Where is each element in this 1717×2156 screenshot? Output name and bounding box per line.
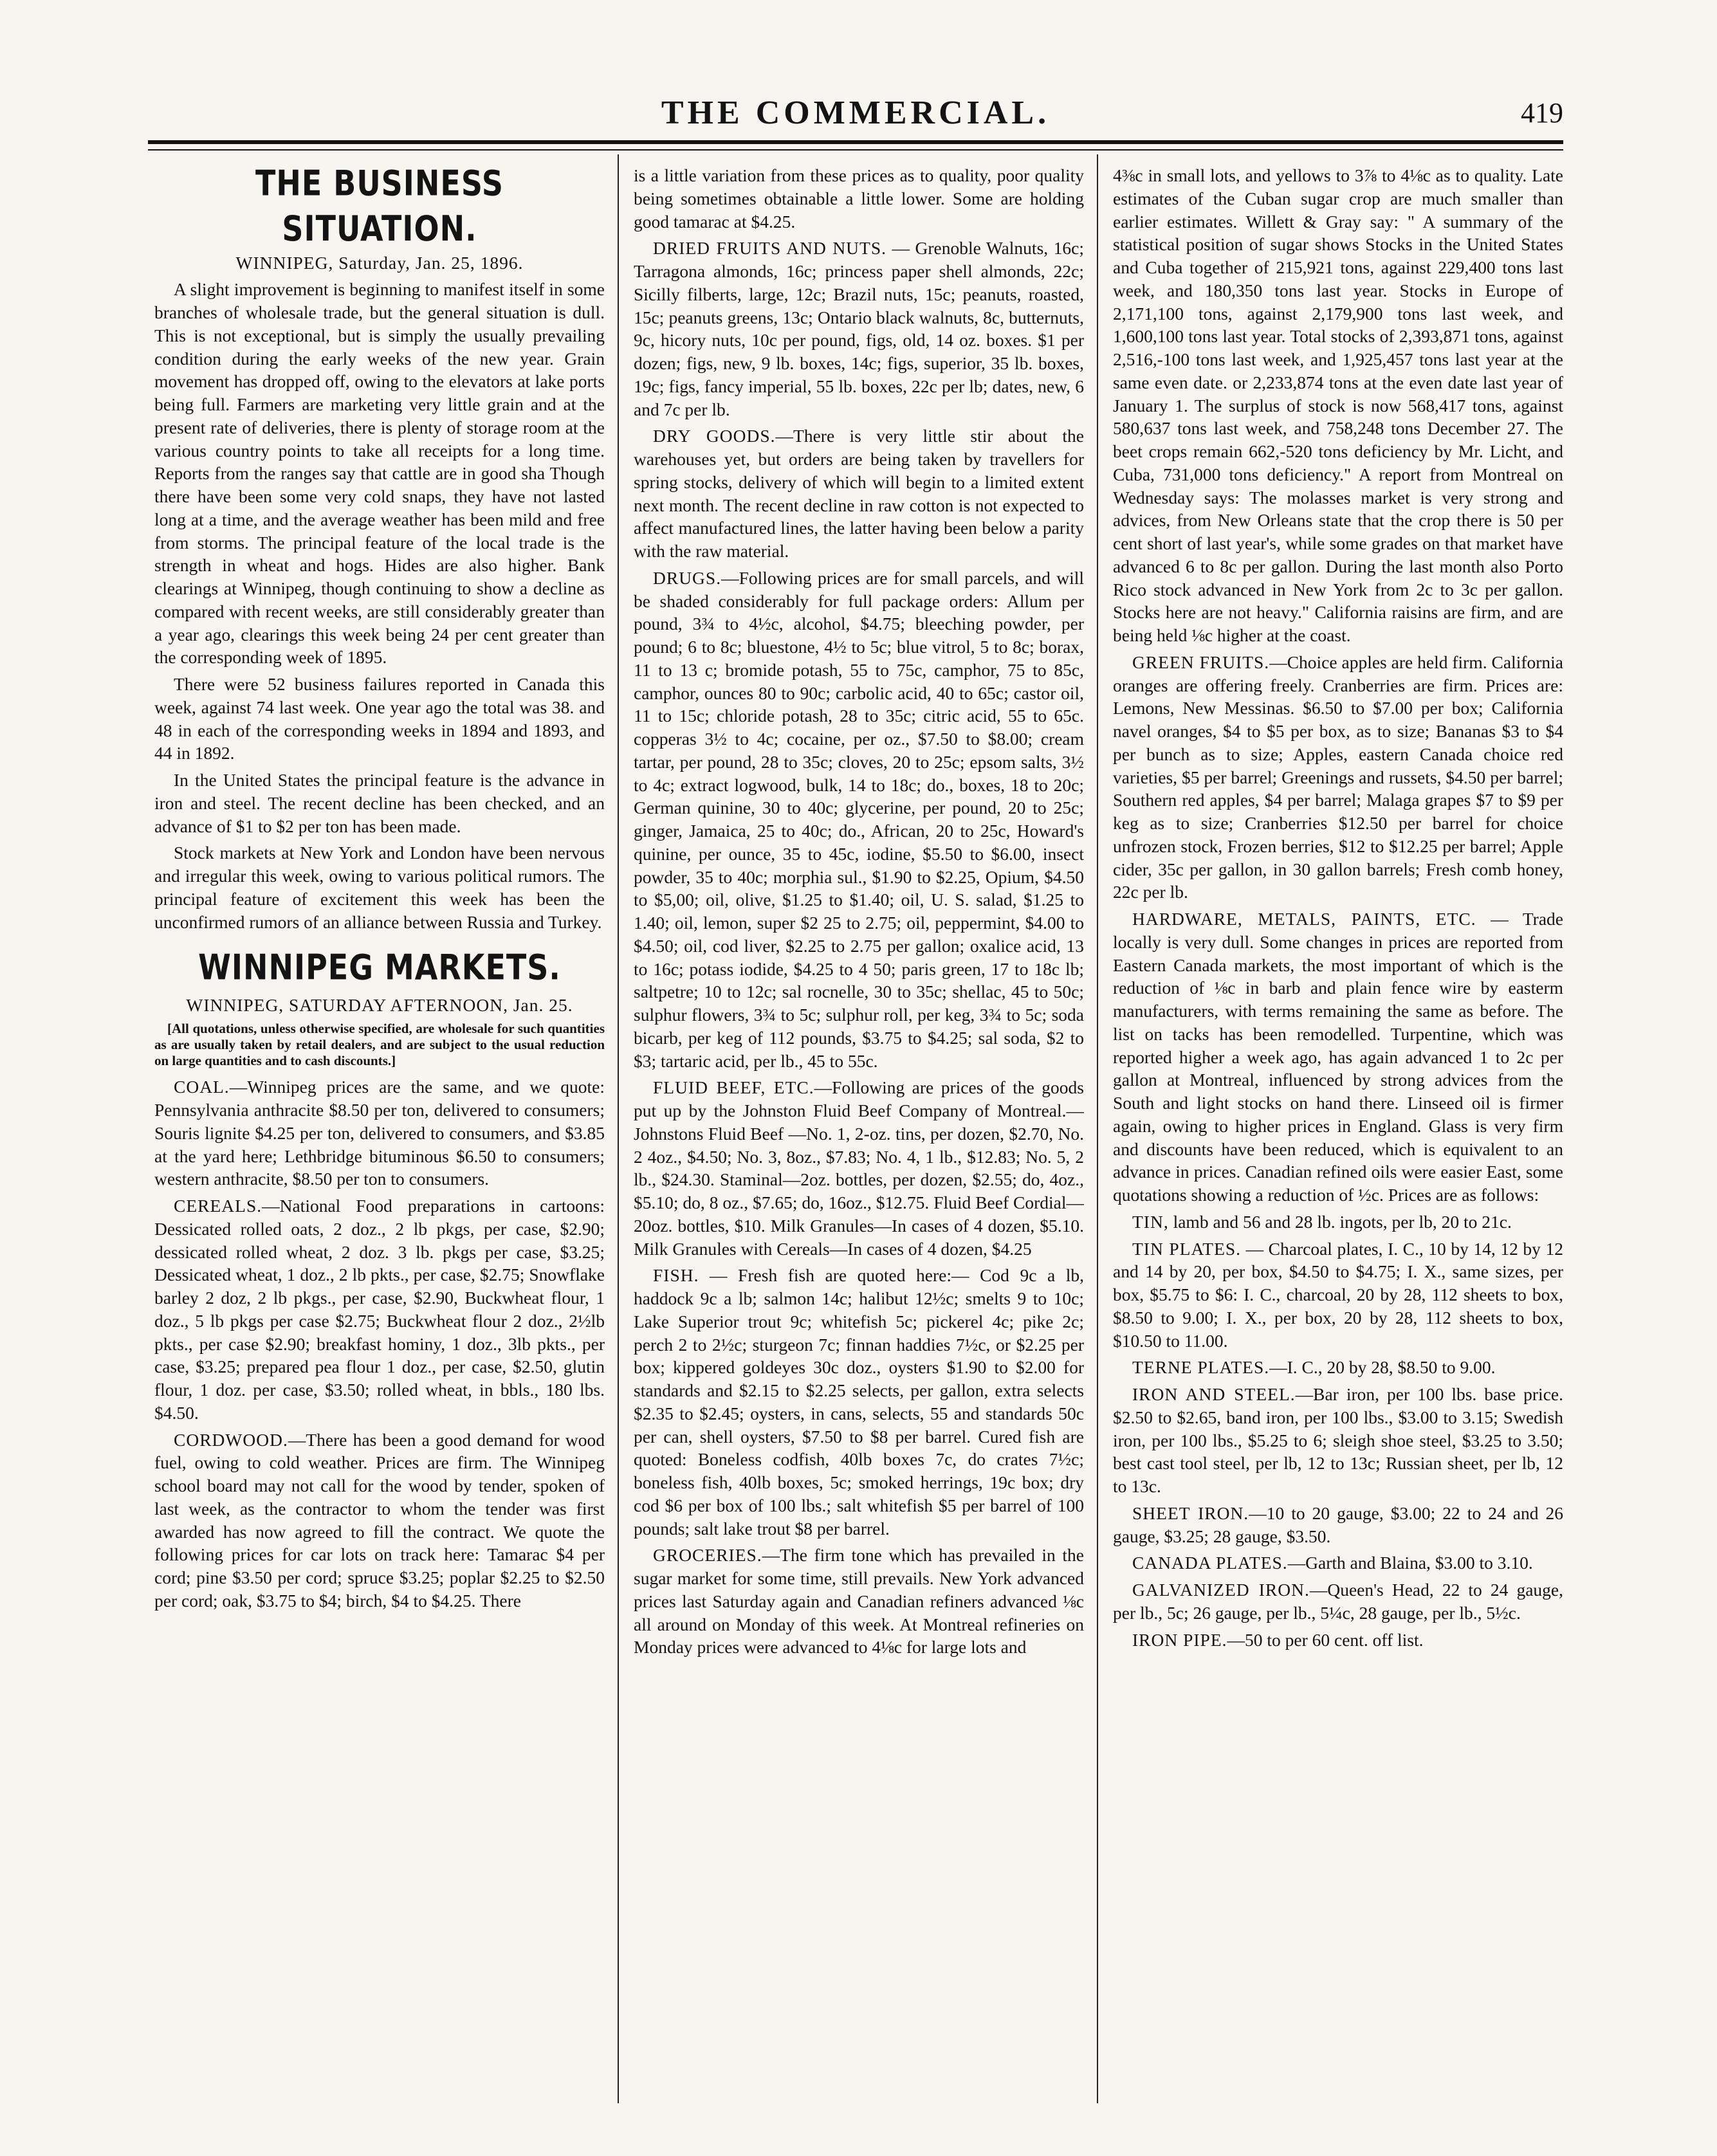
market-entry	[1113, 1578, 1563, 1625]
market-entry-text: —Following prices are for small parcels, and will be shaded considerably for full package orders: Allum per pound, 3¾ to 4½c, alcohol, $4.75; bleeching powder, per pound; 6 to 8c; bluestone, 4½ to 5c; blue vitrol, 5 to 8c; borax, 11 to 13 c; bromide potash, 55 to 75c, camphor, 75 to 85c, camphor, ounces 80 to 90c; carbolic acid, 40 to 65c; castor oil, 11 to 15c; chloride potash, 28 to 35c; citric acid, 55 to 65c. copperas 3½ to 4c; cocaine, per oz., $7.50 to $8.00; cream tartar, per pound, 28 to 35c; cloves, 20 to 25c; epsom salts, 3½ to 4c; extract logwood, bulk, 14 to 18c; do., boxes, 18 to 20c; German quinine, 30 to 40c; glycerine, per pound, 20 to 25c; ginger, Jamaica, 25 to 40c; do., African, 20 to 25c, Howard's quinine, per ounce, 35 to 45c, iodine, $5.50 to $6.00, insect powder, 35 to 40c; morphia sul., $1.90 to $2.25, Opium, $4.50 to $5,00; oil, olive, $1.25 to $1.40; oil, U. S. salad, $1.25 to 1.40; oil, lemon, super $2 25 to 2.75; oil, peppermint, $4.00 to $4.50; oil, cod liver, $2.25 to 2.75 per gallon; oxalice acid, 13 to 16c; potass iodide, $4.25 to 4 50; paris green, 17 to 18c lb; saltpetre; 10 to 12c; sal rocnelle, 30 to 35c; shellac, 45 to 50c; sulphur flowers, 3¾ to 5c; sulphur roll, per keg, 3¾ to 5c; soda bicarb, per keg of 112 pounds, $3.75 to $4.25; sal soda, $2 to $3; tartaric acid, per lb., 45 to 55c.	[634, 567, 1084, 1071]
continued-paragraph: is a little variation from these prices as to quality, poor quality being sometimes obtainable a little lower. Some are holding good tamarac at $4.25.	[634, 165, 1084, 232]
market-entry	[1113, 1551, 1563, 1575]
market-entry	[634, 1264, 1084, 1540]
business-situation-heading: THE BUSINESS SITUATION.	[255, 164, 504, 249]
market-entry-lead: TIN,	[1132, 1211, 1169, 1232]
masthead-rule-thick	[148, 140, 1563, 144]
market-entry-lead: DRUGS.	[653, 567, 722, 588]
market-entry-lead: FISH.	[653, 1265, 699, 1286]
market-entry-lead: FLUID BEEF, ETC.	[653, 1077, 814, 1098]
market-entry-lead: IRON PIPE.	[1132, 1629, 1227, 1650]
market-entry-text: —I. C., 20 by 28, $8.50 to 9.00.	[1269, 1357, 1496, 1378]
market-entry-lead: CEREALS.	[174, 1196, 262, 1216]
market-entry-lead: CORDWOOD.	[174, 1429, 288, 1450]
masthead	[148, 90, 1563, 142]
market-entry	[634, 1544, 1084, 1659]
market-entry	[634, 567, 1084, 1073]
market-entry	[1113, 1238, 1563, 1353]
market-entry-text: —There has been a good demand for wood fuel, owing to cold weather. Prices are firm. The Winnipeg school board may not call for the wood by tender, spoken of last week, as the contractor to whom the tender was first awarded has now agreed to fill the contract. We quote the following prices for car lots on track here: Tamarac $4 per cord; pine $3.50 per cord; spruce $3.25; poplar $2.25 to $2.50 per cord; oak, $3.75 to $4; birch, $4 to $4.25. There	[154, 1429, 605, 1611]
column-divider-2	[1097, 154, 1098, 2103]
newspaper-title: THE COMMERCIAL.	[661, 95, 1051, 131]
market-entry	[1113, 908, 1563, 1207]
market-entry-lead: IRON AND STEEL.	[1132, 1384, 1296, 1404]
market-entry-text: —Winnipeg prices are the same, and we quote: Pennsylvania anthracite $8.50 per ton, delivered to consumers; Souris lignite $4.25 per ton, delivered to consumers, and $3.85 at the yard here; Lethbridge bituminous $6.50 to consumers; western anthracite, $8.50 per ton to consumers.	[154, 1077, 605, 1189]
market-entry-text: lamb and 56 and 28 lb. ingots, per lb, 20 to 21c.	[1168, 1211, 1512, 1232]
market-entry-text: —There is very little stir about the warehouses yet, but orders are being taken by travellers for spring stocks, delivery of which will begin to a limited extent next month. The recent decline in raw cotton is not expected to affect manufactured lines, the latter having been below a parity with the raw material.	[634, 426, 1084, 561]
market-entry-text: —Choice apples are held firm. California oranges are offering freely. Cranberries are firm. Prices are: Lemons, New Messinas. $6.50 to $7.00 per box; California navel oranges, $4 to $5 per box, as to size; Bananas $3 to $4 per bunch as to size; Apples, eastern Canada choice red varieties, $5 per barrel; Greenings and russets, $4.50 per barrel; Southern red apples, $4 per barrel; Malaga grapes $7 to $9 per keg as to size; Cranberries $12.50 per barrel for choice unfrozen stock, Frozen berries, $12 to $12.25 per barrel; Apple cider, 35c per gallon, in 30 gallon barrels; Fresh comb honey, 22c per lb.	[1113, 652, 1563, 902]
market-entry-lead: DRY GOODS.	[653, 426, 776, 446]
market-entry-text: —The firm tone which has prevailed in the sugar market for some time, still prevails. New York advanced prices last Saturday again and Canadian refiners advanced ⅛c all around on Monday of this week. At Montreal refineries on Monday prices were advanced to 4⅛c for large lots and	[634, 1545, 1084, 1658]
quotation-note: [All quotations, unless otherwise specified, are wholesale for such quantities as are usually taken by retail dealers, and are subject to the usual reduction on large quantities and to cash discounts.]	[154, 1020, 605, 1069]
article-paragraph: In the United States the principal feature is the advance in iron and steel. The recent decline has been checked, and an advance of $1 to $2 per ton has been made.	[154, 770, 605, 836]
market-entry	[1113, 1356, 1563, 1379]
article-paragraph: A slight improvement is beginning to manifest itself in some branches of wholesale trade, but the general situation is dull. This is not exceptional, but is simply the usually prevailing condition during the early weeks of the new year. Grain movement has dropped off, owing to the elevators at lake ports being full. Farmers are marketing very little grain and at the present rate of deliveries, there is plenty of storage room at the various country points to take all receipts for a long time. Reports from the ranges say that cattle are in good sha Though there have been some very cold snaps, they have not lasted long at a time, and the average weather has been mild and free from storms. The principal feature of the local trade is the strength in wheat and hogs. Hides are also higher. Bank clearings at Winnipeg, though continuing to show a decline as compared with recent weeks, are still considerably greater than a year ago, clearings this week being 24 per cent greater than the corresponding week of 1895.	[154, 279, 605, 668]
article-paragraph: Stock markets at New York and London have been nervous and irregular this week, owing to various political rumors. The principal feature of excitement this week has been the unconfirmed rumors of an alliance between Russia and Turkey.	[154, 843, 605, 932]
market-entry-lead: TERNE PLATES.	[1132, 1357, 1270, 1378]
page-number: 419	[1521, 97, 1563, 129]
continued-paragraph: 4⅜c in small lots, and yellows to 3⅞ to 4⅛c as to quality. Late estimates of the Cuban sugar crop are much smaller than earlier estimates. Willett & Gray say: " A summary of the statistical position of sugar shows Stocks in the United States and Cuba together of 215,921 tons, against 229,400 tons last week, and 180,350 tons last year. Stocks in Europe of 2,171,100 tons, against 2,179,900 tons last week, and 1,600,100 tons last year. Total stocks of 2,393,871 tons, against 2,516,-100 tons last week, and 1,925,457 tons last year at the same even date. or 2,233,874 tons at the even date last year of January 1. The surplus of stock is now 568,417 tons, against 580,637 tons last week, and 758,248 tons December 27. The beet crops remain 662,-520 tons deficiency by Mr. Licht, and Cuba, 731,000 tons deficiency." A report from Montreal on Wednesday says: The molasses market is very strong and advices, from New Orleans state that the crop there is 50 per cent short of last year's, while some grades on that market have advanced 6 to 8c per gallon. During the last month also Porto Rico stock advanced in New York from 2c to 3c per gallon. Stocks here are not heavy." California raisins are firm, and are being held ⅛c higher at the coast.	[1113, 165, 1563, 645]
market-entry-text: — Fresh fish are quoted here:— Cod 9c a lb, haddock 9c a lb; salmon 14c; halibut 12½c; smelts 9 to 10c; Lake Superior trout 9c; whitefish 5c; pickerel 4c; pike 2c; perch 2 to 2½c; sturgeon 7c; finnan haddies 7½c, or $2.25 per box; kippered goldeyes 30c doz., oysters $1.90 to $2.00 for standards and $2.15 to $2.25 selects, per gallon, extra selects $2.35 to $2.45; oysters, in cans, selects, 55 and standards 50c per can, shell oysters, $7.50 to $8 per barrel. Cured fish are quoted: Boneless codfish, 40lb boxes 7c, do crates 7½c; boneless fish, 40lb boxes, 5c; smoked herrings, 19c box; dry cod $6 per box of 100 lbs.; salt whitefish $5 per barrel of 100 pounds; salt lake trout $8 per barrel.	[634, 1265, 1084, 1539]
market-entry	[1113, 1502, 1563, 1548]
market-entry-lead: HARDWARE, METALS, PAINTS, ETC.	[1132, 909, 1476, 929]
column-2	[634, 164, 1084, 2119]
market-entry	[1113, 1210, 1563, 1234]
market-entry-lead: DRIED FRUITS AND NUTS.	[653, 238, 887, 259]
market-entry	[1113, 1383, 1563, 1498]
market-entry	[634, 1076, 1084, 1260]
market-entry-lead: GREEN FRUITS.	[1132, 652, 1270, 672]
market-entry	[154, 1075, 605, 1191]
winnipeg-markets-dateline: WINNIPEG, SATURDAY AFTERNOON, Jan. 25.	[186, 995, 573, 1016]
market-entry-text: —50 to per 60 cent. off list.	[1227, 1629, 1424, 1650]
column-3	[1113, 164, 1563, 2119]
market-entry	[634, 425, 1084, 563]
market-entry-text: —10 to 20 gauge, $3.00; 22 to 24 and 26 gauge, $3.25; 28 gauge, $3.50.	[1113, 1503, 1563, 1546]
market-entry-lead: GROCERIES.	[653, 1545, 762, 1566]
market-entry	[154, 1429, 605, 1612]
market-entry-text: —National Food preparations in cartoons: Dessicated rolled oats, 2 doz., 2 lb pkgs, per case, $2.90; dessicated rolled wheat, 2 doz. 3 lb. pkgs per case, $3.25; Dessicated wheat, 1 doz., 2 lb pkts., per case, $2.75; Snowflake barley 2 doz, 2 lb pkgs., per case, $2.90, Buckwheat flour, 1 doz., 5 lb pkgs per case $2.75; Buckwheat flour 2 doz., 2½lb pkts., per case $2.90; breakfast hominy, 1 doz., 3lb pkts., per case, $3.25; prepared pea flour 1 doz., per case, $2.50, glutin flour, 1 doz. per case, $3.50; rolled wheat, in bbls., 180 lbs. $4.50.	[154, 1196, 605, 1423]
market-entry-text: —Following are prices of the goods put up by the Johnston Fluid Beef Company of Montreal.—Johnstons Fluid Beef —No. 1, 2-oz. tins, per dozen, $2.70, No. 2 4oz., $4.50; No. 3, 8oz., $7.83; No. 4, 1 lb., $12.83; No. 5, 2 lb., $24.30. Staminal—2oz. bottles, per dozen, $2.55; do, 4oz., $5.10; do, 8 oz., $7.65; do, 16oz., $12.75. Fluid Beef Cordial—20oz. bottles, $10. Milk Granules—In cases of 4 dozen, $5.10. Milk Granules with Cereals—In cases of 4 dozen, $4.25	[634, 1077, 1084, 1259]
market-entry-text: —Bar iron, per 100 lbs. base price. $2.50 to $2.65, band iron, per 100 lbs., $3.00 to 3.15; Swedish iron, per 100 lbs., $5.25 to 6; sleigh shoe steel, $3.25 to 3.50; best cast tool steel, per lb, 12 to 13c; Russian sheet, per lb, 12 to 13c.	[1113, 1384, 1563, 1496]
article-paragraph: There were 52 business failures reported in Canada this week, against 74 last week. One year ago the total was 38. and 48 in each of the corresponding weeks in 1894 and 1893, and 44 in 1892.	[154, 674, 605, 763]
business-situation-dateline: WINNIPEG, Saturday, Jan. 25, 1896.	[235, 252, 524, 273]
market-entry-lead: CANADA PLATES.	[1132, 1553, 1288, 1573]
market-entry	[634, 237, 1084, 421]
market-entry-text: — Trade locally is very dull. Some changes in prices are reported from Eastern Canada markets, the most important of which is the reduction of ⅛c in barb and plain fence wire by easterm manufacturers, with terms remaining the same as before. The list on tacks has been remodelled. Turpentine, which was reported higher a week ago, has again advanced 1 to 2c per gallon at Montreal, influenced by strong advices from the South and light stocks on hand there. Linseed oil is firmer again, owing to higher prices in England. Glass is very firm and discounts have been reduced, which is equivalent to an advance in prices. Canadian refined oils were easier East, some quotations showing a reduction of ½c. Prices are as follows:	[1113, 909, 1563, 1205]
market-entry	[154, 1194, 605, 1425]
column-divider-1	[618, 154, 619, 2103]
market-entry-lead: TIN PLATES.	[1132, 1238, 1242, 1259]
market-entry-text: —Queen's Head, 22 to 24 gauge, per lb., 5c; 26 gauge, per lb., 5¼c, 28 gauge, per lb., 5½c.	[1113, 1580, 1563, 1623]
column-1	[154, 164, 605, 2119]
market-entry-text: — Charcoal plates, I. C., 10 by 14, 12 by 12 and 14 by 20, per box, $4.50 to $4.75; I. X., same sizes, per box, $5.75 to $6: I. C., charcoal, 20 by 28, 112 sheets to box, $8.50 to 9.00; I. X., per box, 20 by 28, 112 sheets to box, $10.50 to 11.00.	[1113, 1238, 1563, 1351]
winnipeg-markets-heading: WINNIPEG MARKETS.	[198, 947, 561, 989]
market-entry-lead: GALVANIZED IRON.	[1132, 1580, 1310, 1600]
market-entry-text: —Garth and Blaina, $3.00 to 3.10.	[1287, 1553, 1533, 1573]
market-entry	[1113, 1629, 1563, 1652]
market-entry-lead: COAL.	[174, 1077, 230, 1097]
market-entry	[1113, 651, 1563, 904]
market-entry-lead: SHEET IRON.	[1132, 1503, 1249, 1523]
market-entry-text: — Grenoble Walnuts, 16c; Tarragona almonds, 16c; princess paper shell almonds, 22c; Sicilly filberts, large, 12c; Brazil nuts, 15c; peanuts, roasted, 15c; peanuts greens, 13c; Ontario black walnuts, 8c, butternuts, 9c, hicory nuts, 10c per pound, figs, old, 14 oz. boxes. $1 per dozen; figs, new, 9 lb. boxes, 14c; figs, superior, 35 lb. boxes, 19c; figs, fancy imperial, 55 lb. boxes, 22c per lb; dates, new, 6 and 7c per lb.	[634, 238, 1084, 419]
masthead-rule-thin	[148, 149, 1563, 151]
